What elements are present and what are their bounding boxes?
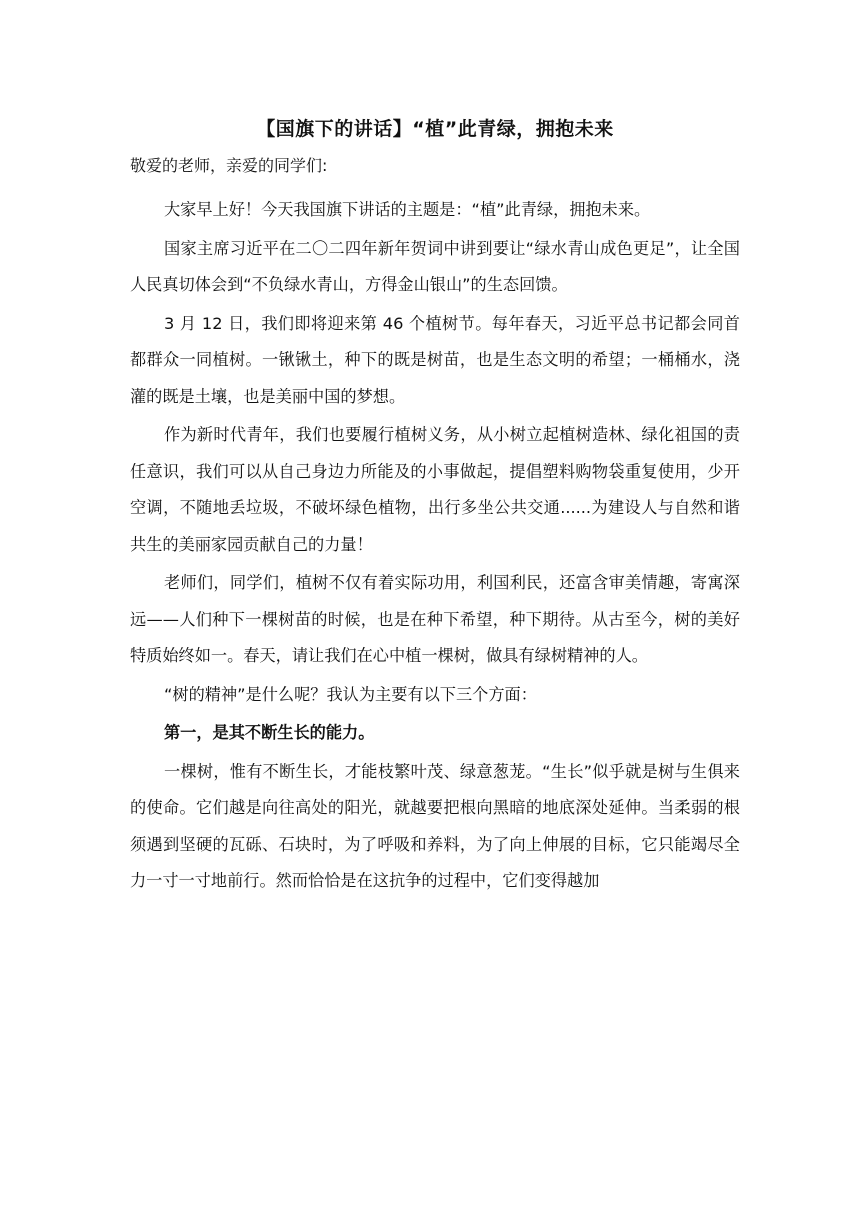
paragraph-greeting: 大家早上好！今天我国旗下讲话的主题是：“植”此青绿，拥抱未来。 <box>164 200 651 219</box>
paragraph-tree-meaning: 老师们，同学们，植树不仅有着实际功用，利国利民，还富含审美情趣，寄寓深远——人们种下一棵树苗的时候，也是在种下希望，种下期待。从古至今，树的美好特质始终如一。春天，请让我们在心中植一棵树，做具有绿树精神的人。 <box>130 573 740 665</box>
paragraph-first-point-heading: 第一，是其不断生长的能力。 <box>164 723 375 742</box>
paragraph-arbor-day: 3 月 12 日，我们即将迎来第 46 个植树节。每年春天，习近平总书记都会同首都群众一同植树。一锹锹土，种下的既是树苗，也是生态文明的希望；一桶桶水，浇灌的既是土壤，也是美丽中国的梦想。 <box>130 313 740 406</box>
document-body <box>130 112 740 900</box>
document-title: 【国旗下的讲话】“植”此青绿，拥抱未来 <box>256 118 614 140</box>
salutation: 敬爱的老师，亲爱的同学们: <box>130 156 328 175</box>
paragraph-growth: 一棵树，惟有不断生长，才能枝繁叶茂、绿意葱茏。“生长”似乎就是树与生俱来的使命。它们越是向往高处的阳光，就越要把根向黑暗的地底深处延伸。当柔弱的根须遇到坚硬的瓦砾、石块时，为了呼吸和养料，为了向上伸展的目标，它只能竭尽全力一寸一寸地前行。然而恰恰是在这抗争的过程中，它们变得越加 <box>130 761 740 890</box>
paragraph-new-year-address: 国家主席习近平在二〇二四年新年贺词中讲到要让“绿水青山成色更足”，让全国人民真切体会到“不负绿水青山，方得金山银山”的生态回馈。 <box>130 238 740 294</box>
paragraph-tree-spirit-question: “树的精神”是什么呢？我认为主要有以下三个方面： <box>164 684 537 704</box>
paragraph-youth-duty: 作为新时代青年，我们也要履行植树义务，从小树立起植树造林、绿化祖国的责任意识，我们可以从自己身边力所能及的小事做起，提倡塑料购物袋重复使用，少开空调，不随地丢垃圾，不破坏绿色植物，出行多坐公共交通......为建设人与自然和谐共生的美丽家园贡献自己的力量！ <box>130 425 740 554</box>
